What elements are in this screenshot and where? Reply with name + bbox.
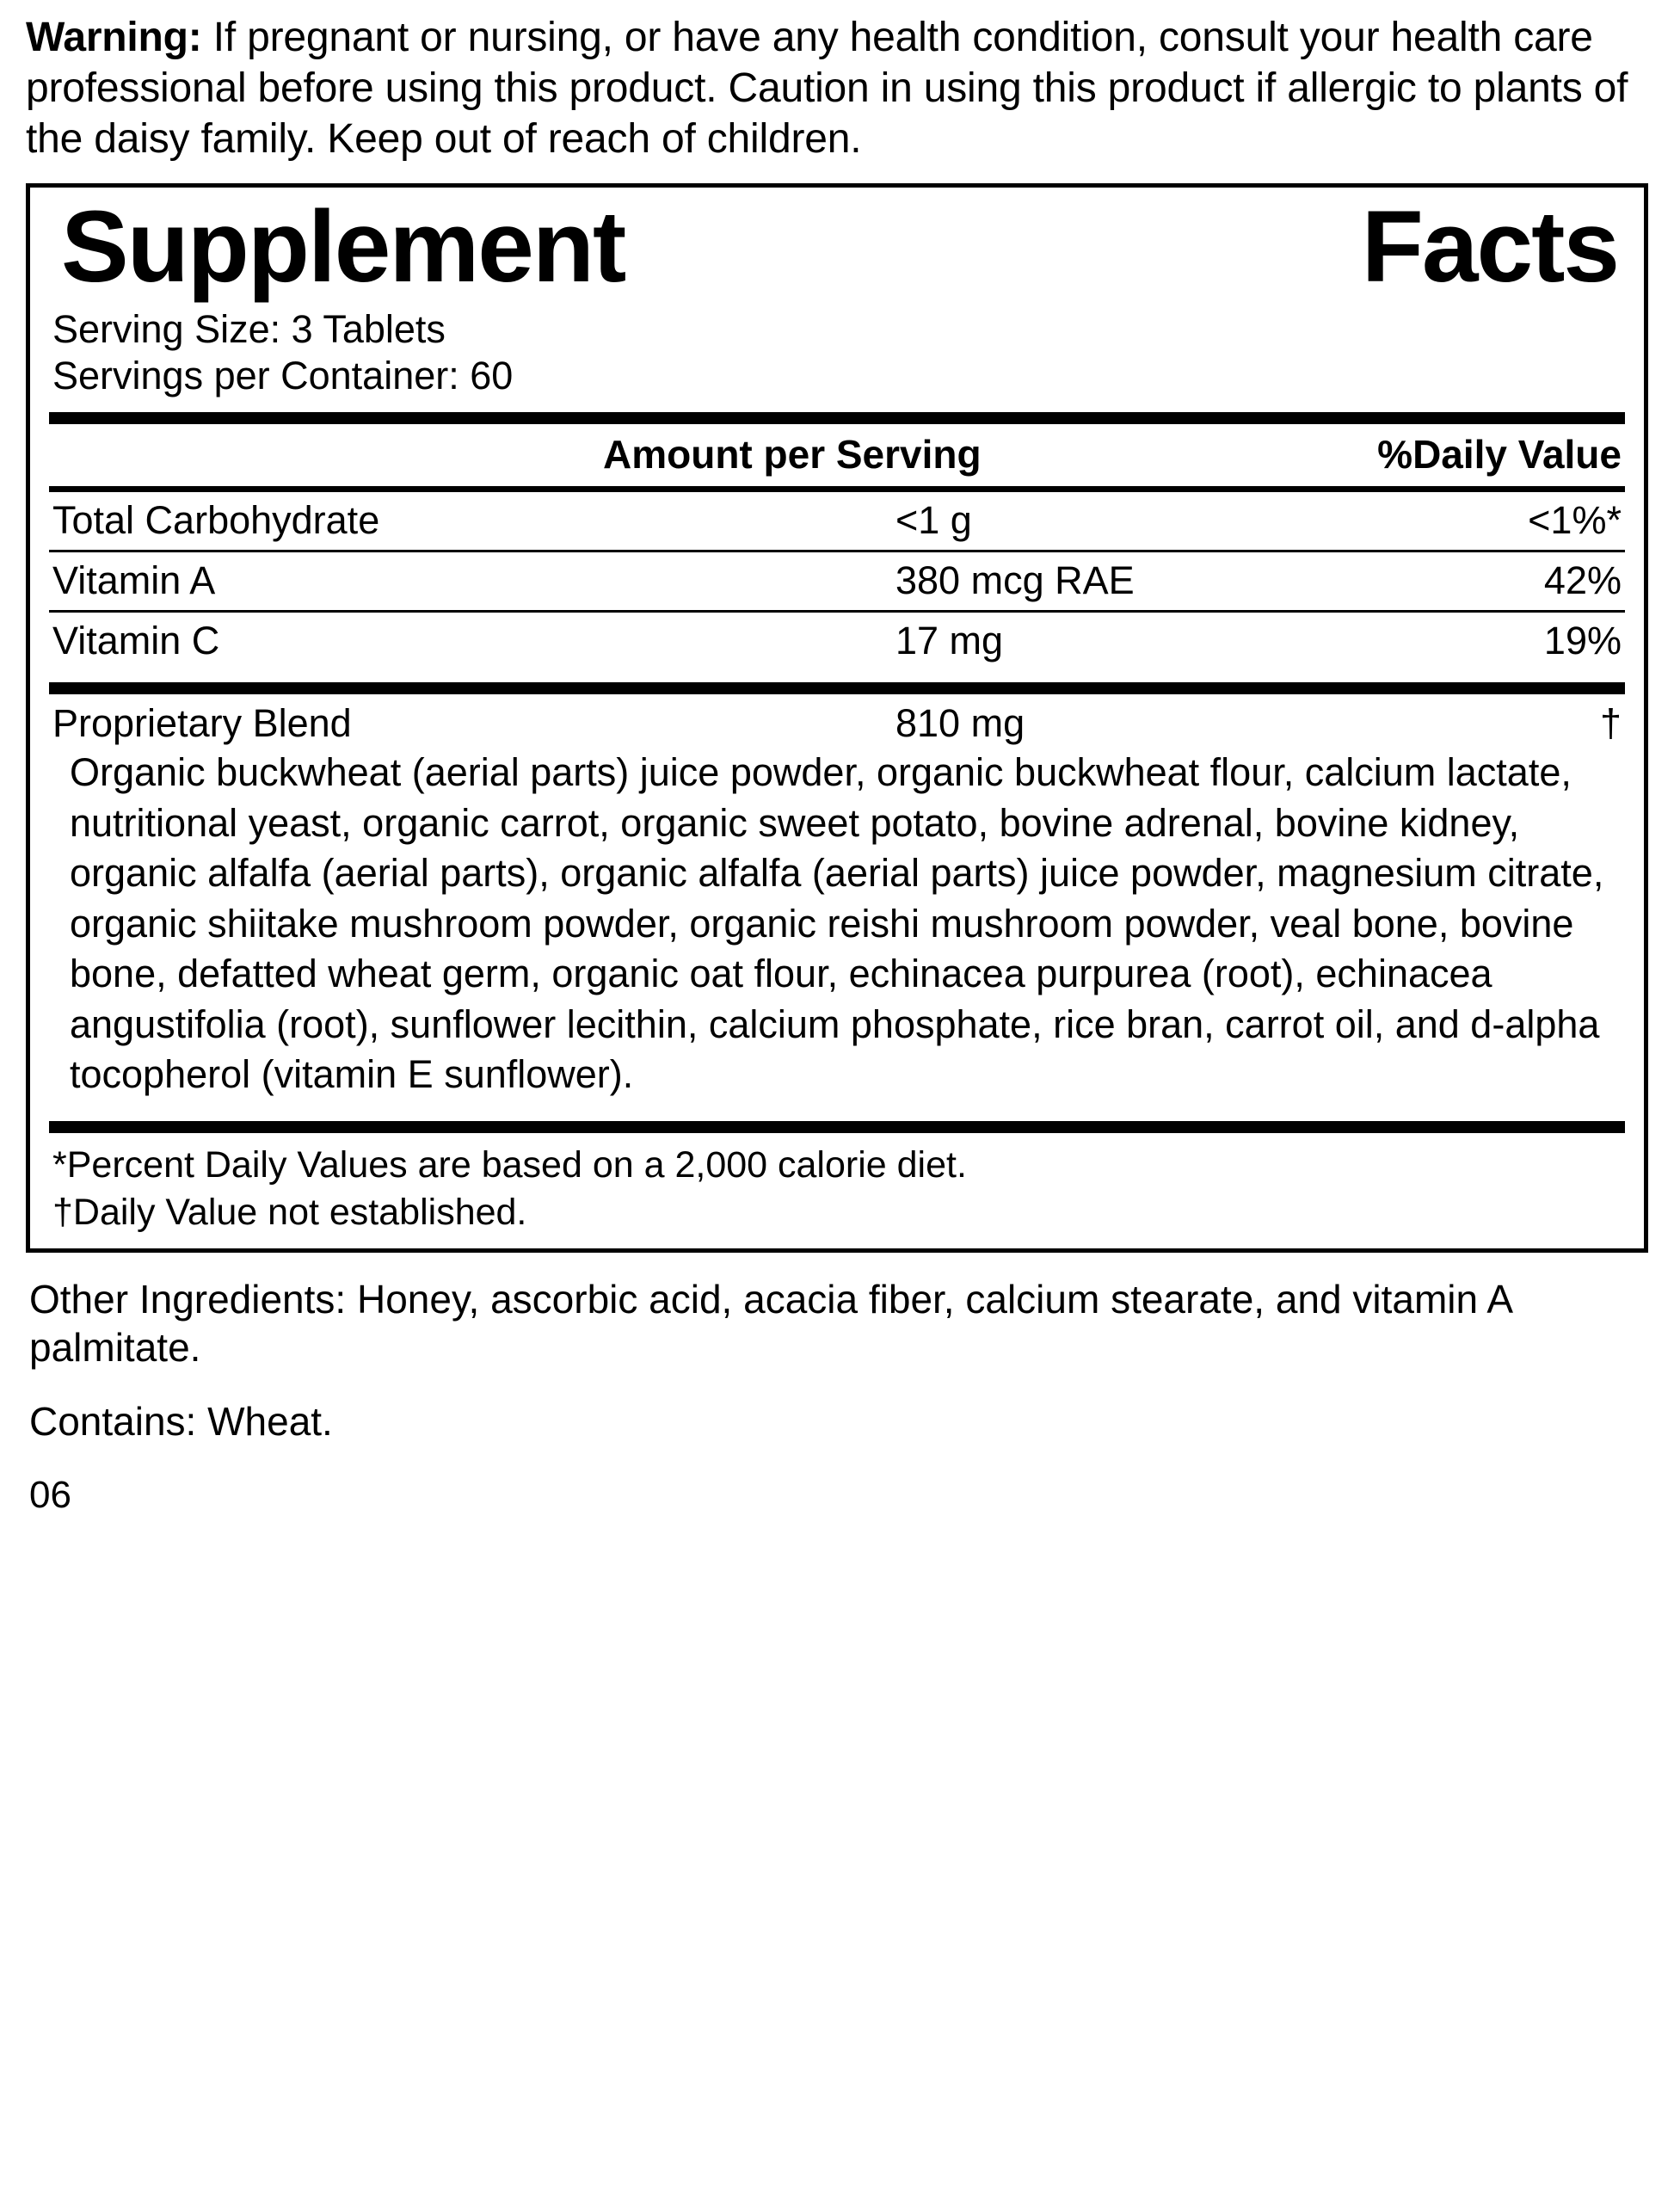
supplement-facts-title [49, 190, 1625, 305]
table-header-row [49, 424, 1625, 486]
label-revision-code: 06 [29, 1474, 71, 1517]
nutrient-amount: <1 g [895, 498, 972, 543]
proprietary-blend-row [49, 694, 1625, 748]
blend-amount: 810 mg [895, 701, 1025, 746]
header-amount-per-serving: Amount per Serving [603, 432, 982, 478]
other-ingredients: Other Ingredients: Honey, ascorbic acid, acacia fiber, calcium stearate, and vitamin A palmitate. [29, 1276, 1511, 1370]
nutrient-name: Total Carbohydrate [52, 498, 380, 543]
nutrient-daily-value: 42% [1543, 558, 1622, 603]
contains-statement: Contains: Wheat. [29, 1399, 333, 1445]
facts-title-left: Supplement [61, 190, 625, 305]
warning-text: If pregnant or nursing, or have any health condition, consult your health care professional before using this product. Caution in using this product if allergic to plants of the daisy family. Keep out of reach of children. [26, 15, 1628, 163]
nutrient-amount: 380 mcg RAE [895, 558, 1135, 603]
facts-title-right: Facts [1361, 190, 1618, 305]
divider-thick-blend [49, 682, 1625, 694]
divider-thick-top [49, 412, 1625, 424]
table-row [49, 552, 1625, 610]
supplement-facts-panel [26, 183, 1648, 1253]
blend-daily-value: † [1599, 701, 1622, 746]
nutrient-amount: 17 mg [895, 619, 1004, 663]
serving-size: Serving Size: 3 Tablets [52, 306, 446, 351]
blend-name: Proprietary Blend [52, 701, 352, 746]
divider-thick-footnotes [49, 1121, 1625, 1133]
header-daily-value: %Daily Value [1377, 432, 1622, 478]
table-row [49, 492, 1625, 550]
warning-label: Warning: [26, 15, 202, 60]
footnote-daily-values: *Percent Daily Values are based on a 2,000 calorie diet. [52, 1143, 967, 1186]
servings-per-container: Servings per Container: 60 [52, 354, 514, 398]
nutrient-name: Vitamin C [52, 619, 220, 663]
blend-ingredients: Organic buckwheat (aerial parts) juice powder, organic buckwheat flour, calcium lactate, nutritional yeast, organic carrot, organic sweet potato, bovine adrenal, bovine kidney, organic alfalfa (aerial parts), organic alfalfa (aerial parts) juice powder, magnesium citrate, organic shiitake mushroom powder, organic reishi mushroom powder, veal bone, bovine bone, defatted wheat germ, organic oat flour, echinacea purpurea (root), echinacea angustifolia (root), sunflower lecithin, calcium phosphate, rice bran, carrot oil, and d-alpha tocopherol (vitamin E sunflower). [70, 750, 1604, 1097]
header-nutrient [52, 431, 603, 478]
divider-under-header [49, 486, 1625, 492]
nutrient-daily-value: <1%* [1528, 498, 1622, 543]
nutrient-name: Vitamin A [52, 558, 216, 603]
footnote-dv-not-established: †Daily Value not established. [52, 1191, 527, 1233]
nutrient-daily-value: 19% [1543, 619, 1622, 663]
warning-block [26, 0, 1648, 164]
table-row [49, 613, 1625, 670]
